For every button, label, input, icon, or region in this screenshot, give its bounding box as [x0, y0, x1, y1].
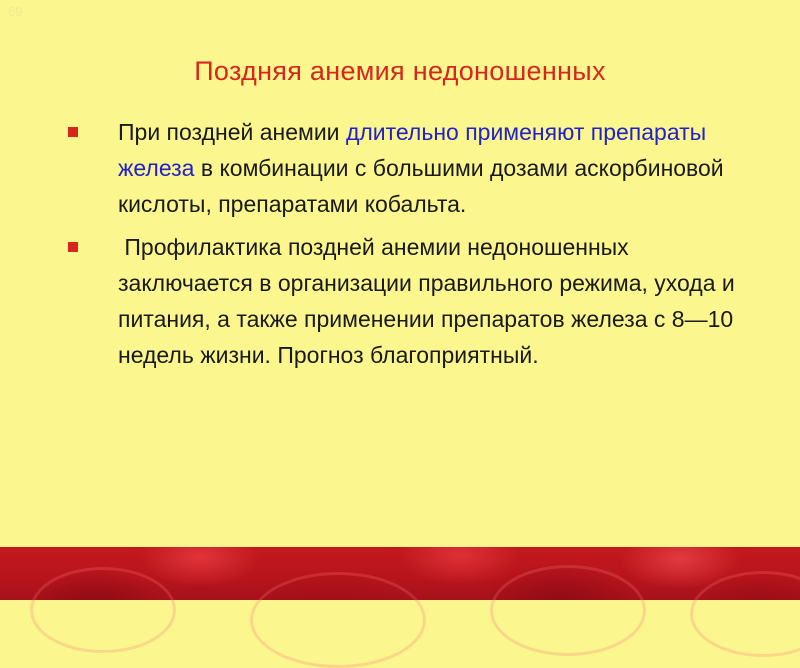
- bullet-text: Профилактика поздней анемии недоношенных заключается в организации правильного режима, ухода и питания, а также применении препаратов железа с 8—10 недель жизни. Прогноз благоприятный.: [118, 234, 742, 368]
- bullet-text-end: в комбинации с большими дозами аскорбиновой кислоты, препаратами кобальта.: [118, 155, 724, 217]
- slide-title: Поздняя анемия недоношенных: [194, 56, 606, 86]
- blood-cell-decoration: [250, 572, 426, 668]
- highlighted-text: длительно применяют препараты железа: [118, 119, 707, 181]
- blood-cell-decoration: [690, 571, 800, 657]
- bullet-square-icon: [68, 242, 78, 252]
- bullet-item-prevention: [62, 229, 742, 373]
- bullet-text-start: При поздней анемии: [118, 119, 346, 145]
- slide-number: 69: [8, 4, 23, 19]
- bullet-list: [62, 114, 742, 380]
- bullet-square-icon: [68, 127, 78, 137]
- footer-decoration: [0, 547, 800, 600]
- blood-cell-decoration: [490, 565, 646, 656]
- bullet-item-treatment: [62, 114, 742, 222]
- blood-cell-decoration: [30, 567, 176, 653]
